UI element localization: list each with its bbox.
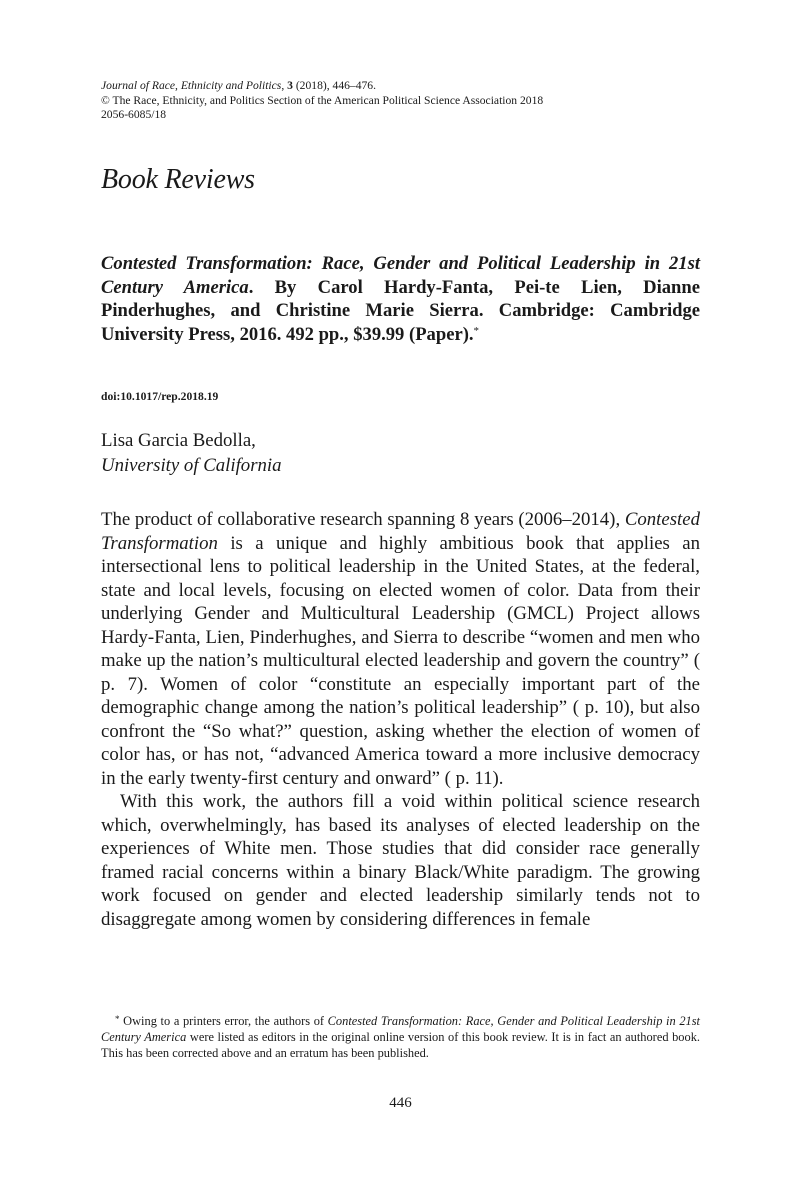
- paragraph-1-start: The product of collaborative research spanning 8 years (2006–2014),: [101, 509, 621, 530]
- issn-line: 2056-6085/18: [101, 108, 167, 121]
- page-number: 446: [389, 1095, 412, 1111]
- footnote: [101, 1013, 700, 1061]
- footnote-text-end: were listed as editors in the original online version of this book review. It is in fact an authored book. This has been corrected above and an erratum has been published.: [101, 1030, 700, 1060]
- book-details: . By Carol Hardy-Fanta, Pei-te Lien, Dianne Pinderhughes, and Christine Marie Sierra. Cambridge: Cambridge University Press, 2016. 492 pp., $39.99 (Paper).: [101, 276, 700, 345]
- journal-year-pages: (2018), 446–476.: [295, 79, 376, 92]
- footnote-book-title: Contested Transformation: Race, Gender and Political Leadership in 21st Century America: [101, 1014, 700, 1044]
- journal-header: [101, 79, 700, 123]
- book-citation: [101, 252, 700, 346]
- paragraph-1-rest: is a unique and highly ambitious book that applies an intersectional lens to political leadership in the United States, at the federal, state and local levels, focusing on elected women of color. Data from their underlying Gender and Multicultural Leadership (GMCL) Project allows Hardy-Fanta, Lien, Pinderhughes, and Sierra to describe “women and men who make up the nation’s multicultural elected leadership and govern the country” ( p. 7). Women of color “constitute an especially important part of the demographic change among the nation’s political leadership” ( p. 10), but also confront the “So what?” question, asking whether the election of women of color has, or has not, “advanced America toward a more inclusive democracy in the early twenty-first century and onward” ( p. 11).: [101, 532, 700, 789]
- reviewer-affiliation: University of California: [101, 455, 282, 476]
- citation-footnote-mark[interactable]: *: [473, 324, 480, 337]
- journal-volume: 3: [287, 79, 293, 92]
- reviewer-block: [101, 428, 282, 478]
- journal-name: Journal of Race, Ethnicity and Politics: [101, 79, 282, 92]
- book-title-mention: Contested Transformation: [101, 509, 700, 554]
- copyright-line: © The Race, Ethnicity, and Politics Section of the American Political Science Association 2018: [101, 93, 544, 107]
- reviewer-name: Lisa Garcia Bedolla,: [101, 430, 256, 451]
- book-title: Contested Transformation: Race, Gender and Political Leadership in 21st Century America: [101, 253, 700, 298]
- footnote-mark: *: [115, 1014, 120, 1024]
- review-body: [101, 508, 700, 931]
- doi[interactable]: doi:10.1017/rep.2018.19: [101, 390, 219, 403]
- paragraph-2: With this work, the authors fill a void within political science research which, overwhelmingly, has based its analyses of elected leadership on the experiences of White men. Those studies that did consider race generally framed racial concerns within a binary Black/White paradigm. The growing work focused on gender and elected leadership similarly tends not to disaggregate among women by considering differences in female: [101, 791, 700, 930]
- footnote-text-start: Owing to a printers error, the authors of: [123, 1014, 328, 1028]
- paragraph-1: [101, 508, 700, 790]
- journal-citation-line: Journal of Race, Ethnicity and Politics, 3 (2018), 446–476.: [101, 79, 376, 92]
- section-title: Book Reviews: [101, 164, 255, 195]
